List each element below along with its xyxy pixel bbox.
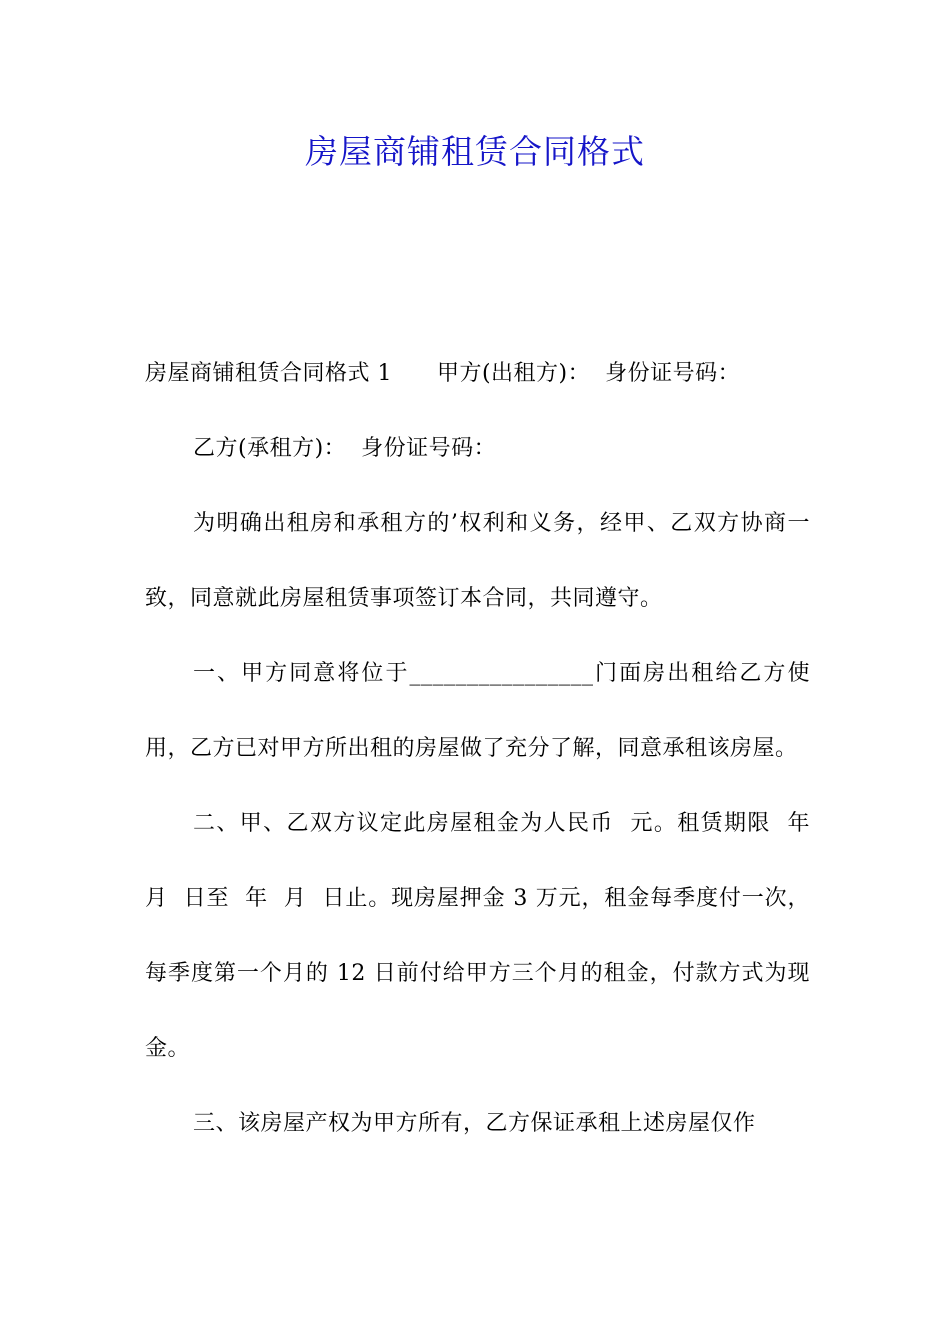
paragraph-header-line: 房屋商铺租赁合同格式 1 甲方(出租方)： 身份证号码：	[145, 361, 741, 386]
paragraph-preamble: 为明确出租房和承租方的’权利和义务，经甲、乙双方协商一致，同意就此房屋租赁事项签订本合同，共同遵守。	[145, 511, 810, 611]
paragraph-clause-2: 二、甲、乙双方议定此房屋租金为人民币 元。租赁期限 年 月 日至 年 月 日止。现房屋押金 3 万元，租金每季度付一次，每季度第一个月的 12 日前付给甲方三个月的租金，付款方式为现金。	[145, 811, 825, 1061]
paragraph-clause-1: 一、甲方同意将位于________________门面房出租给乙方使用，乙方已对甲方所出租的房屋做了充分了解，同意承租该房屋。	[145, 661, 810, 761]
paragraph-clause-3: 三、该房屋产权为甲方所有，乙方保证承租上述房屋仅作	[193, 1111, 756, 1136]
document-title: 房屋商铺租赁合同格式	[305, 132, 645, 171]
paragraph-party-b: 乙方(承租方)： 身份证号码：	[193, 436, 497, 461]
document-body	[145, 336, 825, 1161]
